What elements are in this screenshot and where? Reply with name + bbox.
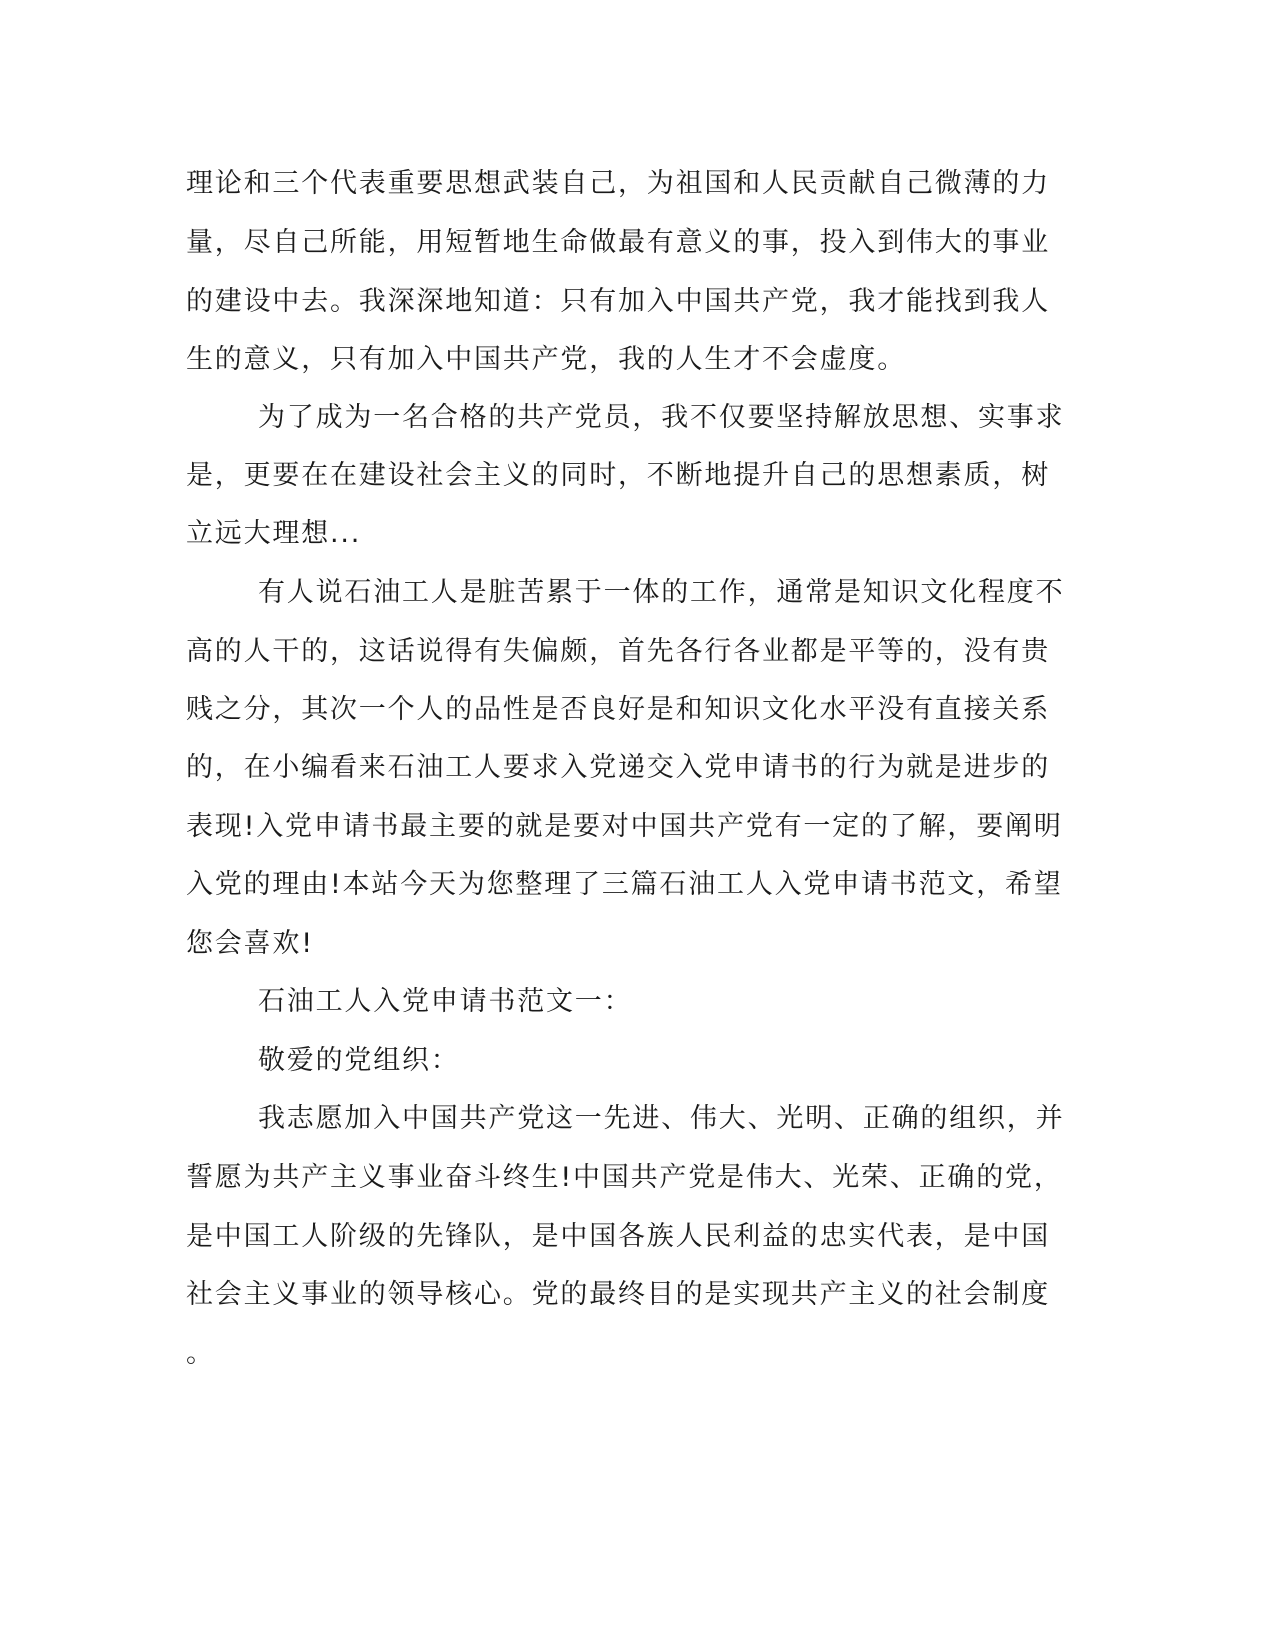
text-line: 量，尽自己所能，用短暂地生命做最有意义的事，投入到伟大的事业 — [186, 227, 1050, 258]
text-line: 生的意义，只有加入中国共产党，我的人生才不会虚度。 — [186, 344, 906, 375]
text-line: 的，在小编看来石油工人要求入党递交入党申请书的行为就是进步的 — [186, 752, 1050, 783]
paragraph-start-line: 为了成为一名合格的共产党员，我不仅要坚持解放思想、实事求 — [258, 402, 1065, 433]
text-line: 入党的理由!本站今天为您整理了三篇石油工人入党申请书范文，希望 — [186, 869, 1063, 900]
section-heading: 石油工人入党申请书范文一： — [258, 986, 633, 1017]
salutation: 敬爱的党组织： — [258, 1045, 460, 1076]
paragraph-start-line: 我志愿加入中国共产党这一先进、伟大、光明、正确的组织，并 — [258, 1103, 1065, 1134]
text-line: 表现!入党申请书最主要的就是要对中国共产党有一定的了解，要阐明 — [186, 811, 1063, 842]
text-line: 高的人干的，这话说得有失偏颇，首先各行各业都是平等的，没有贵 — [186, 636, 1050, 667]
text-line: 的建设中去。我深深地知道：只有加入中国共产党，我才能找到我人 — [186, 286, 1050, 317]
paragraph-start-line: 有人说石油工人是脏苦累于一体的工作，通常是知识文化程度不 — [258, 577, 1065, 608]
text-line: 贱之分，其次一个人的品性是否良好是和知识文化水平没有直接关系 — [186, 694, 1050, 725]
text-line: 是，更要在在建设社会主义的同时，不断地提升自己的思想素质，树 — [186, 460, 1050, 491]
text-line: 。 — [186, 1338, 215, 1369]
text-line: 誓愿为共产主义事业奋斗终生!中国共产党是伟大、光荣、正确的党， — [186, 1162, 1063, 1193]
text-line: 是中国工人阶级的先锋队，是中国各族人民利益的忠实代表，是中国 — [186, 1221, 1050, 1252]
text-line: 立远大理想... — [186, 518, 362, 549]
text-line: 社会主义事业的领导核心。党的最终目的是实现共产主义的社会制度 — [186, 1279, 1050, 1310]
text-line: 您会喜欢! — [186, 928, 314, 959]
text-line: 理论和三个代表重要思想武装自己，为祖国和人民贡献自己微薄的力 — [186, 168, 1050, 199]
